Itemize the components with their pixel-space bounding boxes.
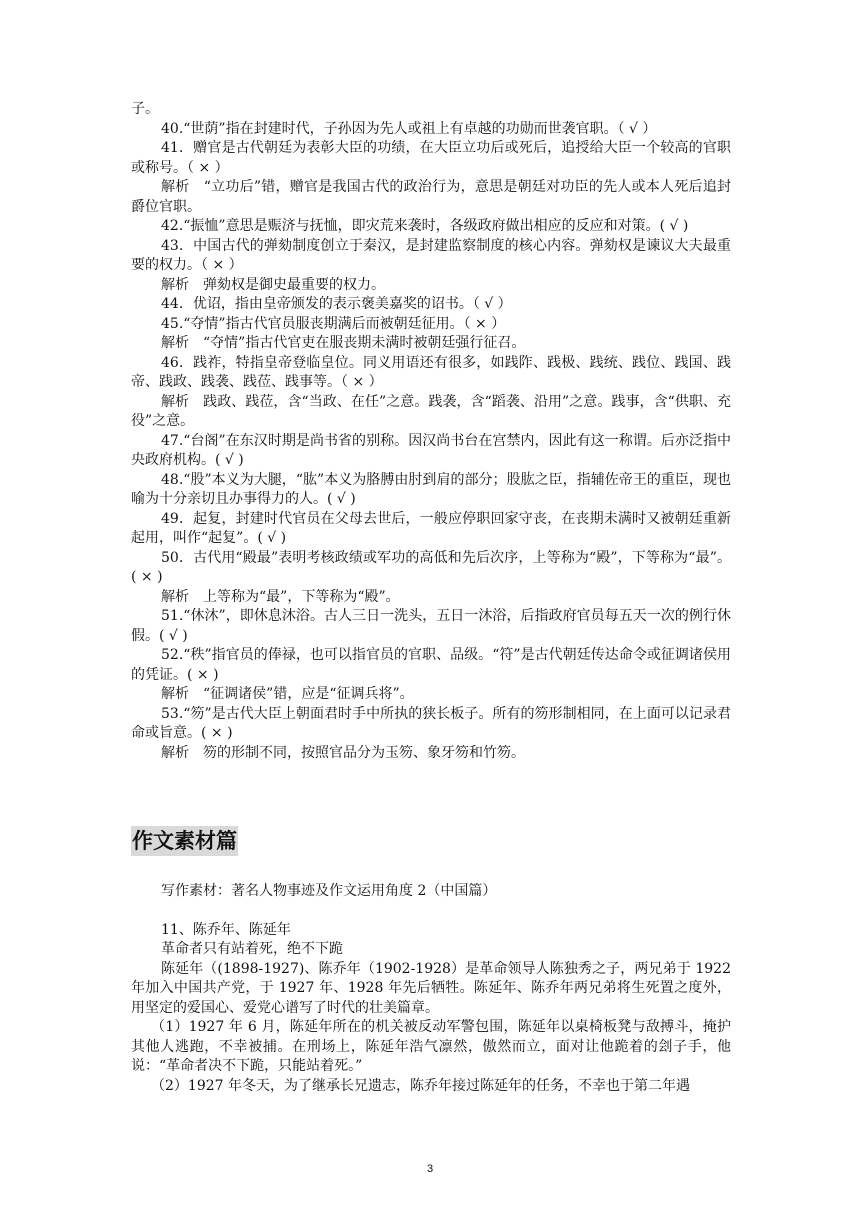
question-48: 48.“股”本义为大腿，“肱”本义为胳膊由肘到肩的部分；股肱之臣，指辅佐帝王的重臣，现也喻为十分亲切且办事得力的人。( √ ): [131, 471, 731, 507]
question-41: 41．赠官是古代朝廷为表彰大臣的功绩，在大臣立功后或死后，追授给大臣一个较高的官职或称号。（ × ）: [131, 140, 731, 176]
material-title: 写作素材：著名人物事迹及作文运用角度 2（中国篇）: [161, 883, 497, 899]
question-45: 45.“夺情”指古代官员服丧期满后而被朝廷征用。（ × ）: [161, 315, 506, 332]
question-52: 52.“秩”指官员的俸禄，也可以指官员的官职、品级。“符”是古代朝廷传达命令或征调诸侯用的凭证。( × ): [131, 647, 731, 683]
question-43: 43．中国古代的弹劾制度创立于秦汉，是封建监察制度的核心内容。弹劾权是谏议大夫最重要的权力。（ × ）: [131, 237, 731, 273]
analysis-53: 解析 笏的形制不同，按照官品分为玉笏、象牙笏和竹笏。: [161, 744, 525, 761]
text-line: 子。: [131, 101, 159, 117]
analysis-45: 解析 “夺情”指古代官吏在服丧期未满时被朝廷强行征召。: [161, 335, 526, 351]
analysis-46: 解析 践政、践莅，含“当政、在任”之意。践袭，含“蹈袭、沿用”之意。践事，含“供职、充役”之意。: [131, 393, 731, 429]
question-47: 47.“台阁”在东汉时期是尚书省的别称。因汉尚书台在宫禁内，因此有这一称谓。后亦泛指中央政府机构。( √ ): [131, 432, 731, 468]
material-paragraph-1: 陈延年（(1898-1927)、陈乔年（1902-1928）是革命领导人陈独秀之子，两兄弟于 1922年加入中国共产党，于 1927 年、1928 年先后牺牲。陈延年、陈乔年两兄弟将生死置之度外，用坚定的爱国心、爱党心谱写了时代的壮美篇章。: [131, 960, 731, 1016]
analysis-52: 解析 “征调诸侯”错，应是“征调兵将”。: [161, 686, 414, 702]
question-49: 49．起复，封建时代官员在父母去世后，一般应停职回家守丧，在丧期未满时又被朝廷重新起用，叫作“起复”。( √ ): [131, 510, 731, 546]
question-50: 50．古代用“殿最”表明考核政绩或军功的高低和先后次序，上等称为“殿”，下等称为“最”。( × ): [131, 549, 731, 585]
page-content: [131, 100, 731, 1096]
material-subtitle: 革命者只有站着死，绝不下跪: [161, 941, 343, 957]
material-item-title: 11、陈乔年、陈延年: [161, 921, 291, 938]
analysis-41: 解析 “立功后”错，赠官是我国古代的政治行为，意思是朝廷对功臣的先人或本人死后追封爵位官职。: [131, 179, 731, 215]
page-number: 3: [426, 1163, 434, 1175]
analysis-43: 解析 弹劾权是御史最重要的权力。: [161, 276, 385, 293]
question-53: 53.“笏”是古代大臣上朝面君时手中所执的狭长板子。所有的笏形制相同，在上面可以记录君命或旨意。( × ): [131, 705, 731, 741]
material-paragraph-2: （1）1927 年 6 月，陈延年所在的机关被反动军警包围，陈延年以桌椅板凳与敌搏斗，掩护其他人逃跑，不幸被捕。在刑场上，陈延年浩气凛然，傲然而立，面对让他跪着的刽子手，他说：“革命者决不下跪，只能站着死。”: [131, 1019, 731, 1074]
question-42: 42.“振恤”意思是赈济与抚恤，即灾荒来袭时，各级政府做出相应的反应和对策。( √ ): [161, 218, 689, 234]
question-51: 51.“休沐”，即休息沐浴。古人三日一洗头，五日一沐浴，后指政府官员每五天一次的例行休假。( √ ): [131, 608, 731, 644]
question-40: 40.“世荫”指在封建时代，子孙因为先人或祖上有卓越的功勋而世袭官职。（ √ ）: [161, 120, 657, 137]
question-46: 46．践祚，特指皇帝登临皇位。同义用语还有很多，如践阼、践极、践统、践位、践国、践帝、践政、践袭、践莅、践事等。（ × ）: [131, 354, 731, 390]
analysis-50: 解析 上等称为“最”，下等称为“殿”。: [161, 588, 400, 605]
question-44: 44．优诏，指由皇帝颁发的表示褒美嘉奖的诏书。（ √ ）: [161, 296, 512, 312]
material-paragraph-3: （2）1927 年冬天，为了继承长兄遗志，陈乔年接过陈延年的任务，不幸也于第二年遇: [151, 1077, 690, 1094]
section-heading: 作文素材篇: [131, 826, 238, 856]
